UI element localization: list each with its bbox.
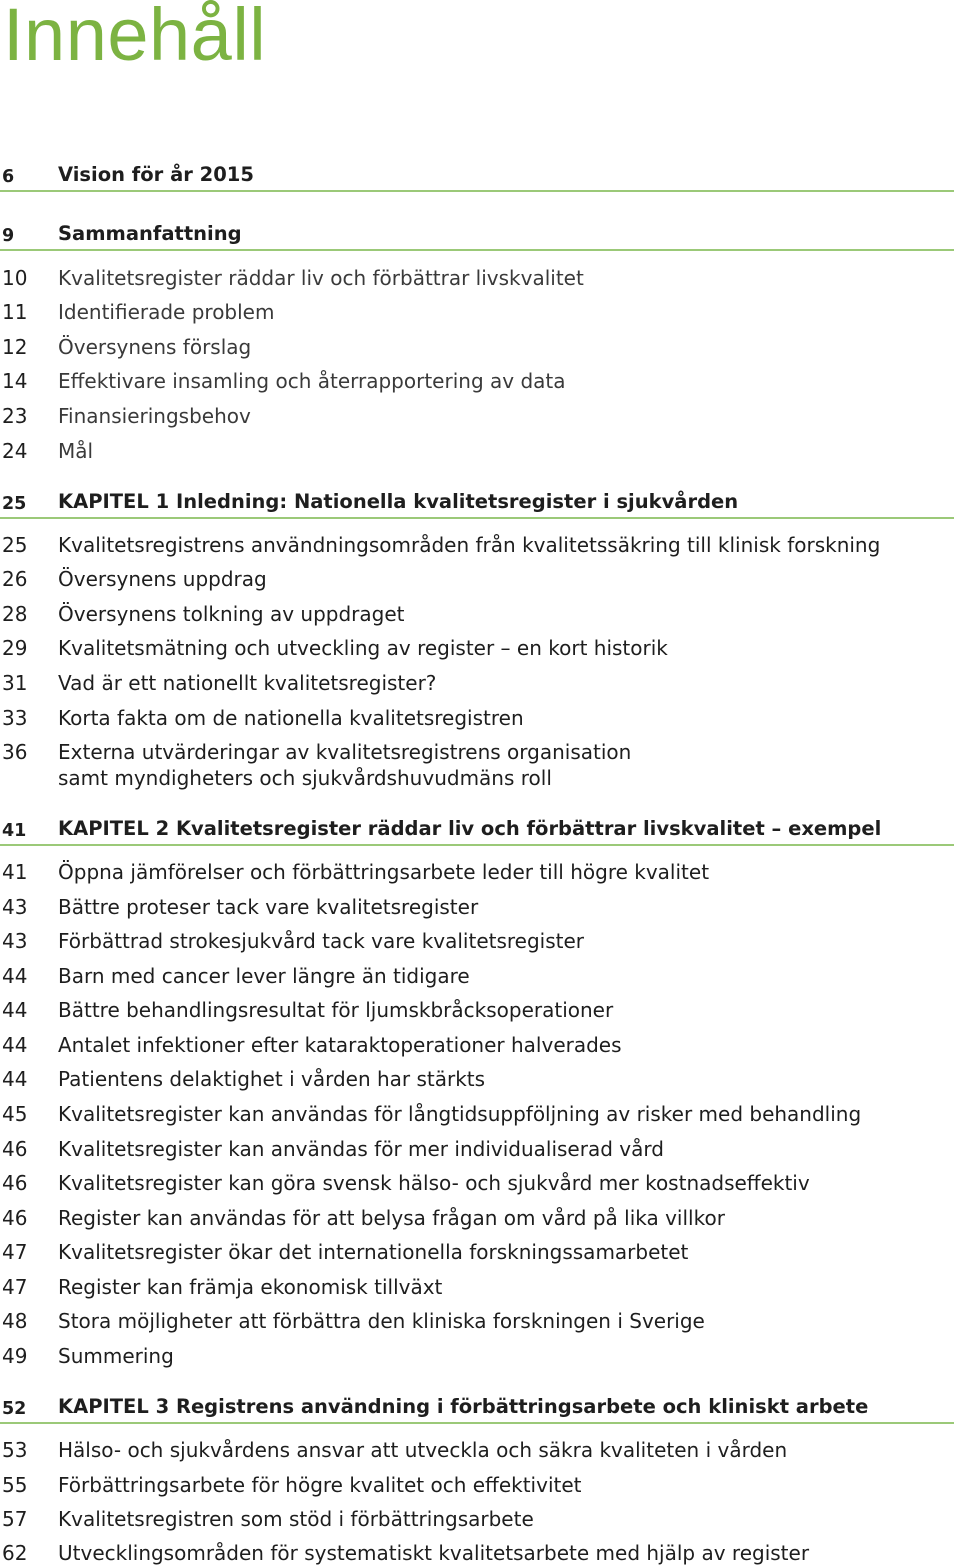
entry-label: Stora möjligheter att förbättra den kliniska forskningen i Sverige [58, 1309, 705, 1333]
entry-label: Antalet infektioner efter kataraktoperationer halverades [58, 1033, 622, 1057]
page-number: 23 [2, 404, 28, 428]
page-number: 10 [2, 266, 28, 290]
page-number: 62 [2, 1541, 28, 1565]
page-number: 28 [2, 602, 28, 626]
page-number: 26 [2, 567, 28, 591]
heading-label: KAPITEL 3 Registrens användning i förbättringsarbete och kliniskt arbete [58, 1395, 869, 1418]
page-number: 9 [2, 226, 15, 246]
entry-label: Barn med cancer lever längre än tidigare [58, 964, 470, 988]
entry-label: Kvalitetsregister räddar liv och förbättrar livskvalitet [58, 266, 584, 290]
page-number: 46 [2, 1171, 28, 1195]
entry-label: Register kan användas för att belysa frågan om vård på lika villkor [58, 1206, 725, 1230]
entry-label: Öppna jämförelser och förbättringsarbete leder till högre kvalitet [58, 860, 710, 884]
entry-label: Utvecklingsområden för systematiskt kvalitetsarbete med hjälp av register [58, 1541, 810, 1565]
page-number: 44 [2, 1067, 28, 1091]
page-number: 44 [2, 1033, 28, 1057]
page-number: 6 [2, 167, 15, 187]
entry-label: Patientens delaktighet i vården har stärkts [58, 1067, 486, 1091]
entry-label: Kvalitetsregister kan användas för långtidsuppföljning av risker med behandling [58, 1102, 862, 1126]
entry-label: Översynens uppdrag [58, 567, 267, 591]
page-number: 41 [2, 860, 28, 884]
page-number: 41 [2, 821, 27, 841]
page-number: 36 [2, 740, 28, 764]
entry-label: Översynens förslag [58, 335, 252, 359]
page-number: 14 [2, 369, 28, 393]
page-number: 47 [2, 1240, 28, 1264]
heading-label: KAPITEL 1 Inledning: Nationella kvalitetsregister i sjukvården [58, 490, 739, 513]
page-number: 57 [2, 1507, 28, 1531]
entry-label: Bättre proteser tack vare kvalitetsregister [58, 895, 479, 919]
divider [0, 844, 954, 846]
page-number: 48 [2, 1309, 28, 1333]
entry-label: Förbättrad strokesjukvård tack vare kvalitetsregister [58, 929, 585, 953]
heading-label: KAPITEL 2 Kvalitetsregister räddar liv och förbättrar livskvalitet – exempel [58, 817, 882, 840]
page-number: 44 [2, 998, 28, 1022]
divider [0, 517, 954, 519]
page-number: 43 [2, 929, 28, 953]
entry-label: Effektivare insamling och återrapportering av data [58, 369, 566, 393]
page-number: 29 [2, 636, 28, 660]
entry-label: Kvalitetsregistren som stöd i förbättringsarbete [58, 1507, 534, 1531]
entry-label: Kvalitetsregister kan göra svensk hälso- och sjukvård mer kostnadseffektiv [58, 1171, 810, 1195]
divider [0, 190, 954, 192]
entry-label: Vad är ett nationellt kvalitetsregister? [58, 671, 437, 695]
entry-label-continuation: samt myndigheters och sjukvårdshuvudmäns roll [58, 766, 552, 790]
page-number: 46 [2, 1137, 28, 1161]
divider [0, 249, 954, 251]
entry-label: Kvalitetsmätning och utveckling av register – en kort historik [58, 636, 668, 660]
page-number: 33 [2, 706, 28, 730]
page-number: 43 [2, 895, 28, 919]
entry-label: Kvalitetsregister ökar det internationella forskningssamarbetet [58, 1240, 689, 1264]
page-number: 47 [2, 1275, 28, 1299]
page-number: 44 [2, 964, 28, 988]
entry-label: Summering [58, 1344, 174, 1368]
entry-label: Översynens tolkning av uppdraget [58, 602, 405, 626]
page-number: 55 [2, 1473, 28, 1497]
entry-label: Identifierade problem [58, 300, 275, 324]
page-number: 12 [2, 335, 28, 359]
heading-label: Vision för år 2015 [58, 163, 254, 186]
page-number: 24 [2, 439, 28, 463]
page-number: 11 [2, 300, 28, 324]
page-number: 45 [2, 1102, 28, 1126]
entry-label: Mål [58, 439, 94, 463]
entry-label: Kvalitetsregister kan användas för mer individualiserad vård [58, 1137, 664, 1161]
entry-label: Kvalitetsregistrens användningsområden från kvalitetssäkring till klinisk forskning [58, 533, 881, 557]
page-number: 53 [2, 1438, 28, 1462]
divider [0, 1422, 954, 1424]
page-number: 31 [2, 671, 28, 695]
heading-label: Sammanfattning [58, 222, 242, 245]
entry-label: Finansieringsbehov [58, 404, 251, 428]
entry-label: Förbättringsarbete för högre kvalitet och effektivitet [58, 1473, 582, 1497]
entry-label: Bättre behandlingsresultat för ljumskbråcksoperationer [58, 998, 614, 1022]
page-title: Innehåll [3, 0, 267, 76]
entry-label: Externa utvärderingar av kvalitetsregistrens organisation [58, 740, 632, 764]
page-number: 25 [2, 494, 27, 514]
page-number: 49 [2, 1344, 28, 1368]
page-number: 52 [2, 1399, 27, 1419]
page-number: 25 [2, 533, 28, 557]
entry-label: Register kan främja ekonomisk tillväxt [58, 1275, 443, 1299]
page-number: 46 [2, 1206, 28, 1230]
entry-label: Hälso- och sjukvårdens ansvar att utveckla och säkra kvaliteten i vården [58, 1438, 788, 1462]
entry-label: Korta fakta om de nationella kvalitetsregistren [58, 706, 524, 730]
